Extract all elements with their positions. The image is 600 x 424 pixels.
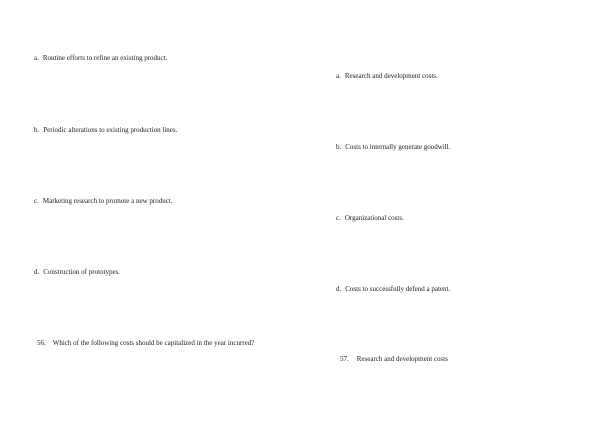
option-letter: b. bbox=[34, 126, 40, 134]
question-text: Research and development costs bbox=[356, 355, 448, 363]
option-letter: d. bbox=[34, 268, 40, 276]
left-option-b bbox=[34, 126, 177, 135]
left-option-c bbox=[34, 197, 173, 206]
right-option-a bbox=[336, 72, 438, 81]
option-text: Costs to internally generate goodwill. bbox=[345, 143, 451, 151]
question-57 bbox=[336, 355, 448, 364]
question-number: 56. bbox=[37, 339, 46, 347]
option-letter: a. bbox=[336, 72, 341, 80]
option-letter: c. bbox=[34, 197, 39, 205]
option-text: Organizational costs. bbox=[344, 214, 404, 222]
right-option-c bbox=[336, 214, 404, 223]
option-text: Periodic alterations to existing production lines. bbox=[43, 126, 178, 134]
right-option-b bbox=[336, 143, 450, 152]
option-text: Routine efforts to refine an existing product. bbox=[42, 54, 168, 62]
option-letter: c. bbox=[336, 214, 341, 222]
option-letter: b. bbox=[336, 143, 342, 151]
option-text: Construction of prototypes. bbox=[43, 268, 121, 276]
question-56 bbox=[33, 339, 278, 348]
left-option-d bbox=[34, 268, 120, 277]
question-text: Which of the following costs should be capitalized in the year incurred? bbox=[52, 339, 255, 347]
option-letter: a. bbox=[34, 54, 39, 62]
option-text: Costs to successfully defend a patent. bbox=[345, 285, 451, 293]
right-option-d bbox=[336, 285, 450, 294]
question-number: 57. bbox=[340, 355, 349, 363]
option-text: Marketing research to promote a new product. bbox=[42, 197, 173, 205]
option-letter: d. bbox=[336, 285, 342, 293]
left-option-a bbox=[34, 54, 167, 63]
option-text: Research and development costs. bbox=[344, 72, 438, 80]
